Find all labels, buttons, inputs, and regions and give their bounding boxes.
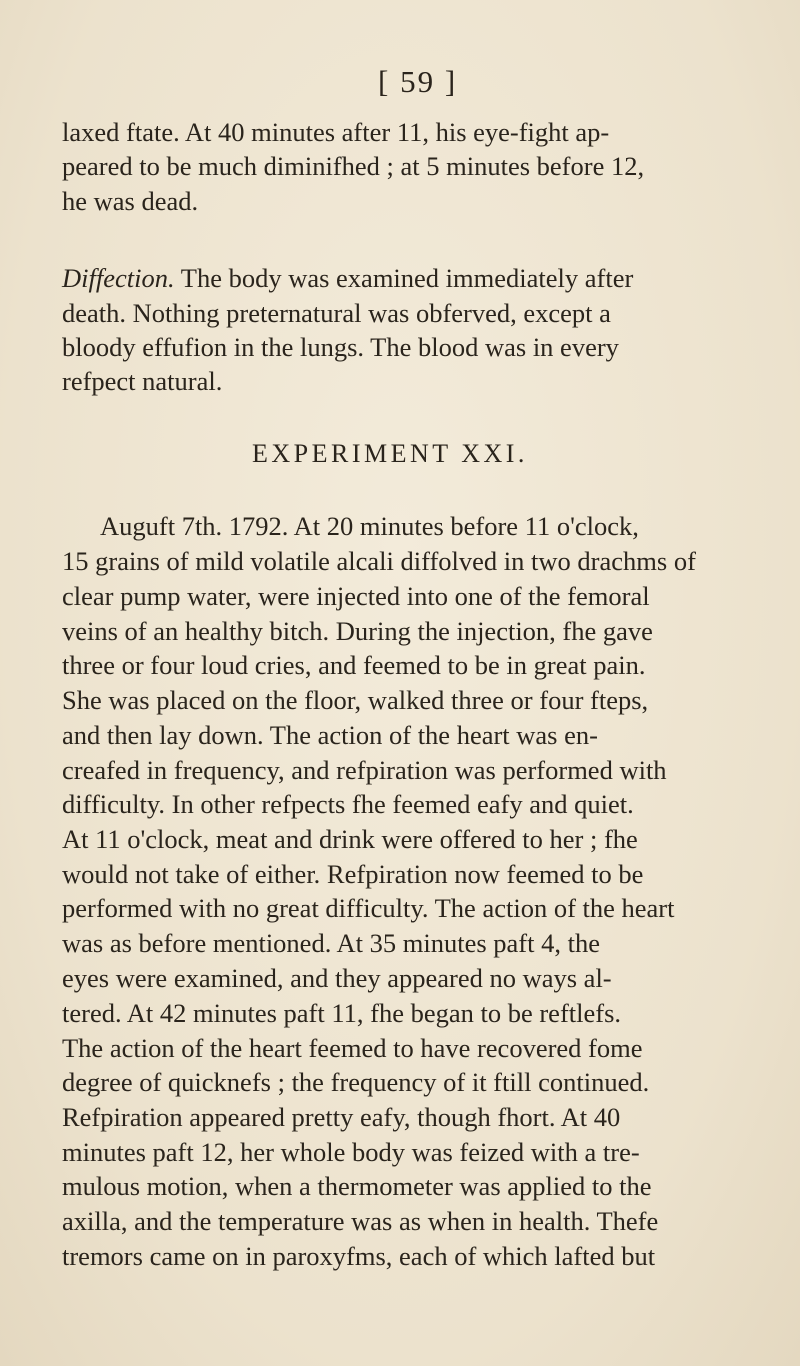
text-line: laxed ftate. At 40 minutes after 11, his eye-fight ap- — [62, 117, 610, 147]
text-line: minutes paft 12, her whole body was feized with a tre- — [62, 1137, 640, 1167]
text-line — [62, 260, 633, 296]
text-line: three or four loud cries, and feemed to be in great pain. — [62, 650, 646, 680]
text-line: and then lay down. The action of the heart was en- — [62, 720, 598, 750]
text-line: refpect natural. — [62, 366, 223, 396]
text-line: clear pump water, were injected into one of the femoral — [62, 581, 650, 611]
text-line: was as before mentioned. At 35 minutes paft 4, the — [62, 928, 600, 958]
text-run: The body was examined immediately after — [174, 263, 634, 293]
dissection-label: Diffection. — [62, 263, 175, 293]
text-line: would not take of either. Refpiration now feemed to be — [62, 859, 644, 889]
text-line: performed with no great difficulty. The action of the heart — [62, 893, 675, 923]
text-line: The action of the heart feemed to have recovered fome — [62, 1033, 643, 1063]
text-line: Auguft 7th. 1792. At 20 minutes before 11 o'clock, — [100, 511, 639, 541]
experiment-heading: EXPERIMENT XXI. — [252, 439, 528, 468]
text-line: axilla, and the temperature was as when in health. Thefe — [62, 1206, 659, 1236]
text-line: bloody effufion in the lungs. The blood was in every — [62, 332, 619, 362]
text-line: At 11 o'clock, meat and drink were offered to her ; fhe — [62, 824, 638, 854]
text-line: peared to be much diminifhed ; at 5 minutes before 12, — [62, 151, 645, 181]
text-line: veins of an healthy bitch. During the injection, fhe gave — [62, 616, 653, 646]
text-line: creafed in frequency, and refpiration was performed with — [62, 755, 667, 785]
text-line: 15 grains of mild volatile alcali diffolved in two drachms of — [62, 546, 696, 576]
text-line: tremors came on in paroxyfms, each of which lafted but — [62, 1241, 656, 1271]
text-line: he was dead. — [62, 186, 199, 216]
text-line: She was placed on the floor, walked three or four fteps, — [62, 685, 649, 715]
text-line: tered. At 42 minutes paft 11, fhe began to be reftlefs. — [62, 998, 622, 1028]
text-line: difficulty. In other refpects fhe feemed eafy and quiet. — [62, 789, 634, 819]
text-line: Refpiration appeared pretty eafy, though fhort. At 40 — [62, 1102, 621, 1132]
page-number: [ 59 ] — [378, 64, 458, 99]
text-line: mulous motion, when a thermometer was applied to the — [62, 1171, 652, 1201]
text-line: death. Nothing preternatural was obferved, except a — [62, 298, 611, 328]
text-line: degree of quicknefs ; the frequency of it ftill continued. — [62, 1067, 650, 1097]
text-line: eyes were examined, and they appeared no ways al- — [62, 963, 612, 993]
